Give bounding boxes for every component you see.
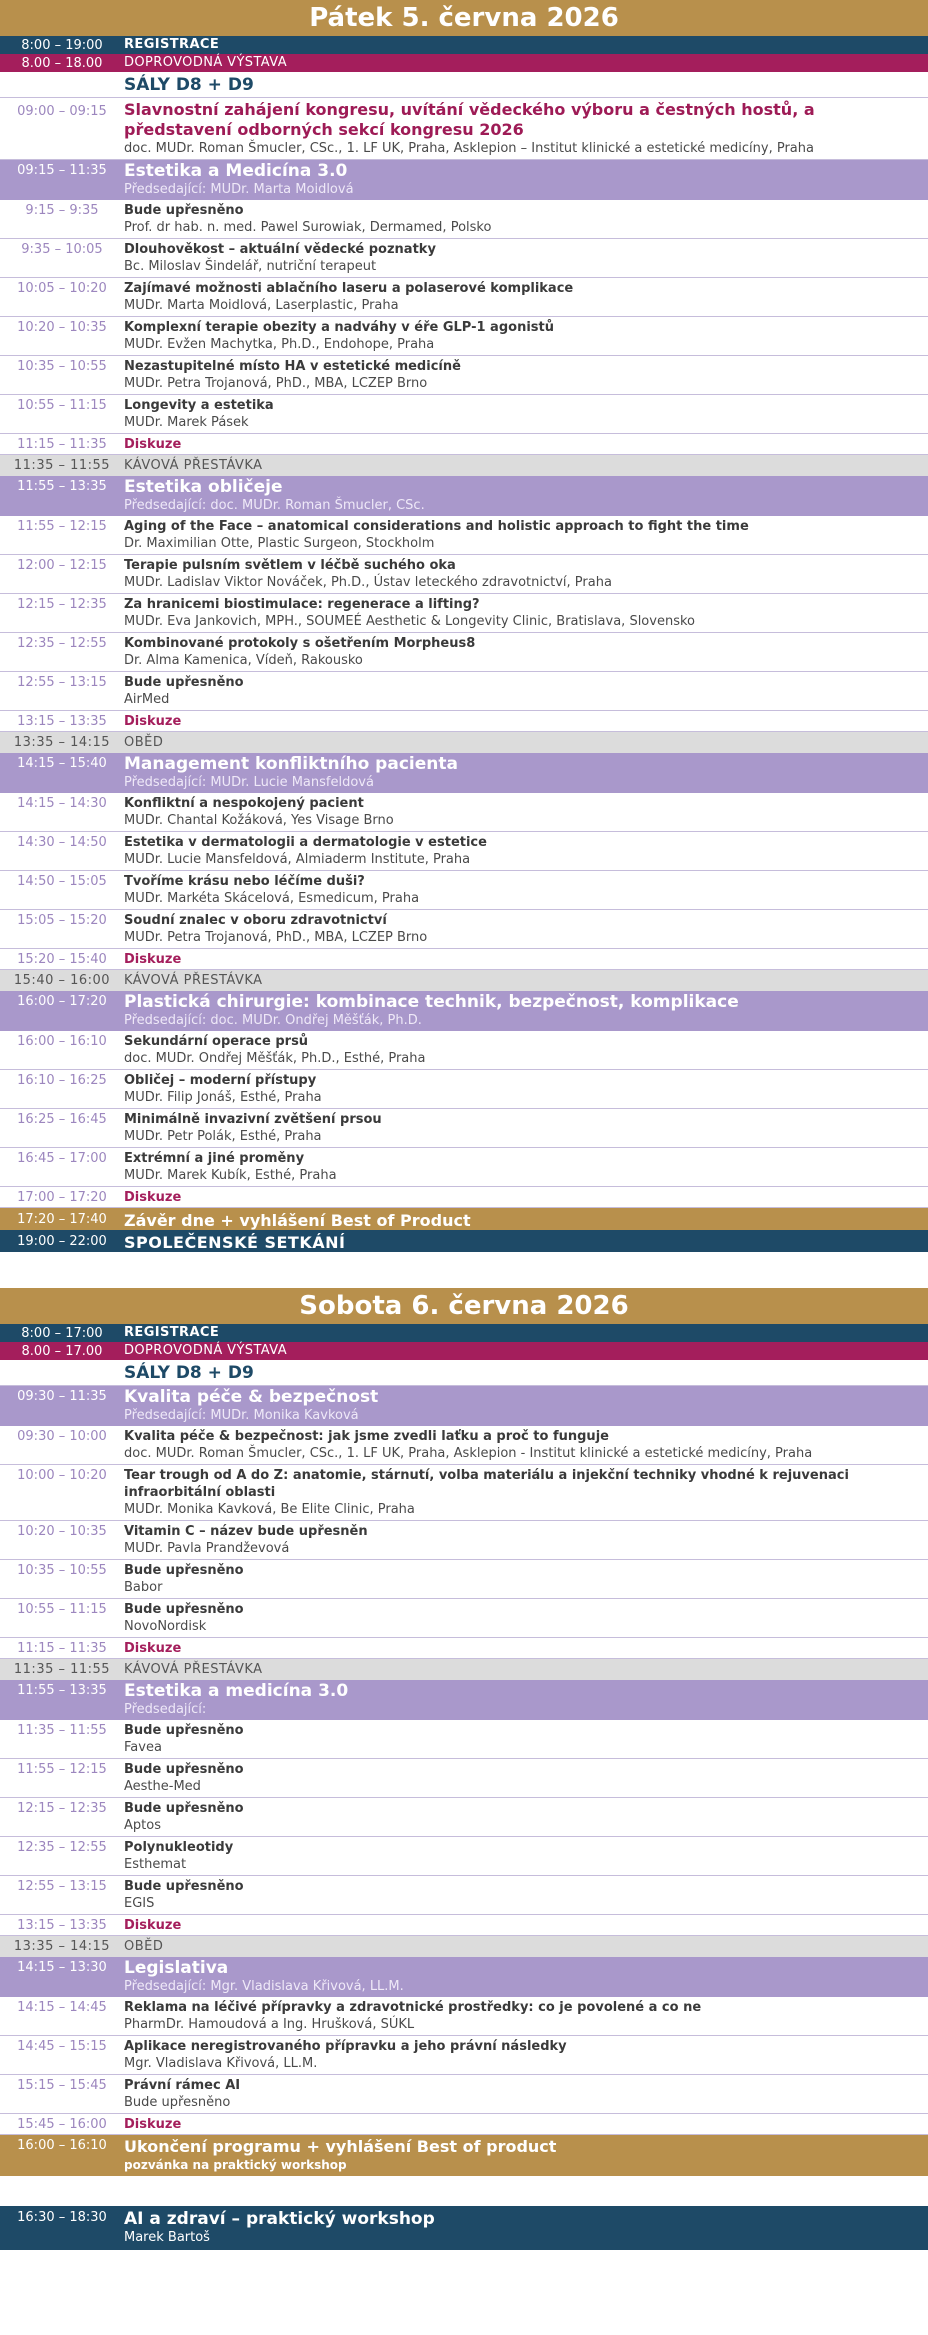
- break-row: [0, 1936, 928, 1957]
- row-content: [124, 910, 928, 946]
- row-content: OBĚD: [124, 1939, 164, 1954]
- talk-row: [0, 1148, 928, 1187]
- talk-row: [0, 200, 928, 239]
- time-label: 11:55 – 12:15: [17, 519, 107, 534]
- time-label: 16:45 – 17:00: [17, 1151, 107, 1166]
- speaker-info: MUDr. Marek Pásek: [124, 415, 249, 430]
- social-event-row: [0, 1230, 928, 1252]
- section-title: Management konfliktního pacienta: [124, 754, 458, 774]
- time-label: 10:55 – 11:15: [17, 1602, 107, 1617]
- speaker-info: Bude upřesněno: [124, 2095, 231, 2110]
- row-content: REGISTRACE: [124, 1325, 220, 1340]
- talk-row: [0, 672, 928, 711]
- speaker-info: Dr. Maximilian Otte, Plastic Surgeon, Stockholm: [124, 536, 435, 551]
- row-content: DOPROVODNÁ VÝSTAVA: [124, 55, 288, 70]
- time-label: 11:55 – 13:35: [17, 479, 107, 494]
- row-content: Diskuze: [124, 2116, 182, 2132]
- talk-title: Konfliktní a nespokojený pacient: [124, 796, 364, 811]
- row-content: [124, 672, 928, 708]
- time-label: 10:00 – 10:20: [17, 1468, 107, 1483]
- talk-title: Bude upřesněno: [124, 675, 244, 690]
- row-content: [124, 1837, 928, 1873]
- break-row: [0, 455, 928, 476]
- section-title: Estetika obličeje: [124, 477, 283, 497]
- row-content: OBĚD: [124, 735, 164, 750]
- talk-row: [0, 278, 928, 317]
- talk-row: [0, 1759, 928, 1798]
- row-content: Diskuze: [124, 1640, 182, 1656]
- time-label: 09:15 – 11:35: [17, 163, 107, 178]
- talk-title: Bude upřesněno: [124, 1801, 244, 1816]
- time-label: 13:35 – 14:15: [13, 1939, 111, 1954]
- speaker-info: Aesthe-Med: [124, 1779, 201, 1794]
- time-label: 13:35 – 14:15: [13, 735, 111, 750]
- talk-title: Tear trough od A do Z: anatomie, stárnutí, volba materiálu a injekční techniky vhodné k rejuvenaci infraorbitální oblasti: [124, 1468, 849, 1500]
- time-label: 14:15 – 13:30: [17, 1960, 107, 1975]
- speaker-info: MUDr. Chantal Kožáková, Yes Visage Brno: [124, 813, 394, 828]
- row-content: SÁLY D8 + D9: [124, 1362, 254, 1383]
- talk-title: Estetika v dermatologii a dermatologie v estetice: [124, 835, 487, 850]
- time-label: 19:00 – 22:00: [17, 1233, 107, 1249]
- talk-row: [0, 832, 928, 871]
- speaker-info: Mgr. Vladislava Křivová, LL.M.: [124, 2056, 318, 2071]
- talk-row: [0, 871, 928, 910]
- talk-row: [0, 1876, 928, 1915]
- row-content: [124, 1720, 928, 1756]
- speaker-info: MUDr. Ladislav Viktor Nováček, Ph.D., Ústav leteckého zdravotnictví, Praha: [124, 575, 612, 590]
- talk-row: [0, 633, 928, 672]
- row-content: Diskuze: [124, 1189, 182, 1205]
- row-content: [124, 1599, 928, 1635]
- row-content: DOPROVODNÁ VÝSTAVA: [124, 1343, 288, 1358]
- time-label: 10:20 – 10:35: [17, 320, 107, 335]
- time-label: 8.00 – 17.00: [21, 1343, 103, 1359]
- talk-title: Longevity a estetika: [124, 398, 274, 413]
- time-label: 17:20 – 17:40: [17, 1211, 107, 1227]
- talk-row: [0, 910, 928, 949]
- row-content: Závěr dne + vyhlášení Best of Product: [124, 1210, 471, 1230]
- speaker-info: Favea: [124, 1740, 162, 1755]
- section-header-row: [0, 1680, 928, 1720]
- time-label: 15:20 – 15:40: [17, 951, 107, 967]
- row-content: [124, 278, 928, 314]
- talk-title: Vitamin C – název bude upřesněn: [124, 1524, 368, 1539]
- workshop-title: AI a zdraví – praktický workshop: [124, 2209, 435, 2229]
- row-content: Diskuze: [124, 713, 182, 729]
- talk-title: Komplexní terapie obezity a nadváhy v éře GLP-1 agonistů: [124, 320, 554, 335]
- registration-row: [0, 36, 928, 54]
- talk-title: Obličej – moderní přístupy: [124, 1073, 317, 1088]
- time-label: 11:55 – 12:15: [17, 1762, 107, 1777]
- section-header-row: [0, 1957, 928, 1997]
- registration-row: [0, 1324, 928, 1342]
- talk-title: Kvalita péče & bezpečnost: jak jsme zvedli laťku a proč to funguje: [124, 1429, 609, 1444]
- time-label: 14:30 – 14:50: [17, 835, 107, 850]
- talk-title: Aplikace neregistrovaného přípravku a jeho právní následky: [124, 2039, 567, 2054]
- row-content: KÁVOVÁ PŘESTÁVKA: [124, 458, 263, 473]
- speaker-info: PharmDr. Hamoudová a Ing. Hrušková, SÚKL: [124, 2017, 415, 2032]
- discussion-row: [0, 711, 928, 732]
- row-content: Diskuze: [124, 951, 182, 967]
- time-label: 10:55 – 11:15: [17, 398, 107, 413]
- time-label: 11:35 – 11:55: [13, 458, 111, 473]
- row-content: [124, 753, 928, 791]
- section-title: Estetika a Medicína 3.0: [124, 161, 348, 181]
- talk-title: Reklama na léčivé přípravky a zdravotnické prostředky: co je povolené a co ne: [124, 2000, 702, 2015]
- row-content: [124, 476, 928, 514]
- time-label: 12:55 – 13:15: [17, 1879, 107, 1894]
- talk-title: Právní rámec AI: [124, 2078, 241, 2093]
- break-row: [0, 1659, 928, 1680]
- row-content: [124, 1759, 928, 1795]
- workshop-speaker: Marek Bartoš: [124, 2230, 210, 2245]
- section-chair: Předsedající: MUDr. Lucie Mansfeldová: [124, 775, 374, 790]
- talk-row: [0, 793, 928, 832]
- talk-row: [0, 555, 928, 594]
- time-label: 16:10 – 16:25: [17, 1073, 107, 1088]
- time-label: 15:40 – 16:00: [13, 973, 111, 988]
- section-chair: Předsedající: doc. MUDr. Ondřej Měšťák, Ph.D.: [124, 1013, 422, 1028]
- speaker-info: MUDr. Markéta Skácelová, Esmedicum, Praha: [124, 891, 420, 906]
- row-content: [124, 1109, 928, 1145]
- row-content: [124, 239, 928, 275]
- speaker-info: doc. MUDr. Roman Šmucler, CSc., 1. LF UK, Praha, Asklepion - Institut klinické a estetické medicíny, Praha: [124, 1446, 813, 1461]
- section-header-row: [0, 991, 928, 1031]
- schedule-list: [0, 36, 928, 1252]
- talk-title: Bude upřesněno: [124, 1563, 244, 1578]
- section-header-row: [0, 753, 928, 793]
- row-content: [124, 1031, 928, 1067]
- time-label: 14:50 – 15:05: [17, 874, 107, 889]
- speaker-info: EGIS: [124, 1896, 155, 1911]
- discussion-row: [0, 2114, 928, 2135]
- speaker-info: Bc. Miloslav Šindelář, nutriční terapeut: [124, 259, 377, 274]
- section-header-row: [0, 476, 928, 516]
- talk-title: Bude upřesněno: [124, 1602, 244, 1617]
- talk-row: [0, 239, 928, 278]
- closing-row: [0, 1208, 928, 1230]
- talk-title: Kombinované protokoly s ošetřením Morpheus8: [124, 636, 476, 651]
- row-content: [124, 356, 928, 392]
- speaker-info: Babor: [124, 1580, 163, 1595]
- talk-row: [0, 1465, 928, 1521]
- schedule-list: [0, 1324, 928, 2250]
- section-title: Plastická chirurgie: kombinace technik, bezpečnost, komplikace: [124, 992, 739, 1012]
- talk-row: [0, 317, 928, 356]
- speaker-info: doc. MUDr. Ondřej Měšťák, Ph.D., Esthé, Praha: [124, 1051, 426, 1066]
- talk-title: Polynukleotidy: [124, 1840, 234, 1855]
- closing-title: Ukončení programu + vyhlášení Best of product: [124, 2137, 557, 2156]
- talk-title: Slavnostní zahájení kongresu, uvítání vědeckého výboru a čestných hostů, a představení odborných sekcí kongresu 2026: [124, 100, 815, 139]
- time-label: 14:15 – 14:45: [17, 2000, 107, 2015]
- discussion-row: [0, 1187, 928, 1208]
- talk-title: Zajímavé možnosti ablačního laseru a polaserové komplikace: [124, 281, 574, 296]
- time-label: 17:00 – 17:20: [17, 1189, 107, 1205]
- time-label: 12:35 – 12:55: [17, 1840, 107, 1855]
- speaker-info: MUDr. Filip Jonáš, Esthé, Praha: [124, 1090, 322, 1105]
- rooms-row: [0, 72, 928, 98]
- time-label: 11:35 – 11:55: [17, 1723, 107, 1738]
- row-content: [124, 2135, 928, 2173]
- talk-row: [0, 1560, 928, 1599]
- section-title: Legislativa: [124, 1958, 229, 1978]
- row-content: [124, 1465, 928, 1518]
- row-content: [124, 2206, 928, 2246]
- row-content: SÁLY D8 + D9: [124, 74, 254, 95]
- talk-row: [0, 1997, 928, 2036]
- row-content: [124, 594, 928, 630]
- row-content: [124, 1560, 928, 1596]
- talk-title: Tvoříme krásu nebo léčíme duši?: [124, 874, 365, 889]
- speaker-info: MUDr. Eva Jankovich, MPH., SOUMEÉ Aesthetic & Longevity Clinic, Bratislava, Slovensko: [124, 614, 695, 629]
- row-content: [124, 2036, 928, 2072]
- row-content: [124, 1876, 928, 1912]
- discussion-row: [0, 434, 928, 455]
- row-content: [124, 160, 928, 198]
- talk-title: Nezastupitelné místo HA v estetické medicíně: [124, 359, 461, 374]
- speaker-info: NovoNordisk: [124, 1619, 207, 1634]
- talk-title: Bude upřesněno: [124, 203, 244, 218]
- row-content: [124, 1386, 928, 1424]
- time-label: 15:45 – 16:00: [17, 2116, 107, 2132]
- program-end-row: [0, 2135, 928, 2176]
- row-content: [124, 1521, 928, 1557]
- time-label: 11:55 – 13:35: [17, 1683, 107, 1698]
- time-label: 10:35 – 10:55: [17, 1563, 107, 1578]
- section-chair: Předsedající: Mgr. Vladislava Křivová, LL.M.: [124, 1979, 404, 1994]
- speaker-info: Esthemat: [124, 1857, 187, 1872]
- talk-row: [0, 2075, 928, 2114]
- section-title: Kvalita péče & bezpečnost: [124, 1387, 379, 1407]
- row-content: [124, 1957, 928, 1995]
- row-content: KÁVOVÁ PŘESTÁVKA: [124, 1662, 263, 1677]
- row-content: [124, 1798, 928, 1834]
- time-label: 13:15 – 13:35: [17, 713, 107, 729]
- time-label: 10:35 – 10:55: [17, 359, 107, 374]
- talk-title: Bude upřesněno: [124, 1879, 244, 1894]
- talk-row: [0, 1031, 928, 1070]
- talk-row: [0, 2036, 928, 2075]
- time-label: 16:00 – 17:20: [17, 994, 107, 1009]
- row-content: SPOLEČENSKÉ SETKÁNÍ: [124, 1232, 346, 1252]
- section-chair: Předsedající: MUDr. Marta Moidlová: [124, 182, 354, 197]
- row-content: [124, 832, 928, 868]
- section-header-row: [0, 1386, 928, 1426]
- speaker-info: Aptos: [124, 1818, 161, 1833]
- exhibition-row: [0, 1342, 928, 1360]
- time-label: 12:15 – 12:35: [17, 1801, 107, 1816]
- time-label: 16:00 – 16:10: [17, 2138, 107, 2153]
- workshop-row: [0, 2206, 928, 2250]
- speaker-info: MUDr. Pavla Prandževová: [124, 1541, 290, 1556]
- talk-row: [0, 1837, 928, 1876]
- talk-row: [0, 1070, 928, 1109]
- time-label: 9:15 – 9:35: [25, 203, 99, 218]
- time-label: 15:15 – 15:45: [17, 2078, 107, 2093]
- time-label: 14:15 – 14:30: [17, 796, 107, 811]
- row-spacer: [0, 2176, 928, 2206]
- time-label: 11:15 – 11:35: [17, 436, 107, 452]
- discussion-row: [0, 1638, 928, 1659]
- row-content: [124, 1426, 928, 1462]
- day-separator: [0, 1252, 928, 1288]
- time-label: 12:35 – 12:55: [17, 636, 107, 651]
- speaker-info: MUDr. Lucie Mansfeldová, Almiaderm Institute, Praha: [124, 852, 471, 867]
- speaker-info: MUDr. Petra Trojanová, PhD., MBA, LCZEP Brno: [124, 376, 428, 391]
- talk-title: Sekundární operace prsů: [124, 1034, 309, 1049]
- time-label: 16:25 – 16:45: [17, 1112, 107, 1127]
- talk-title: Bude upřesněno: [124, 1762, 244, 1777]
- talk-title: Terapie pulsním světlem v léčbě suchého oka: [124, 558, 456, 573]
- time-label: 10:20 – 10:35: [17, 1524, 107, 1539]
- break-row: [0, 970, 928, 991]
- time-label: 09:30 – 11:35: [17, 1389, 107, 1404]
- section-header-row: [0, 160, 928, 200]
- time-label: 12:15 – 12:35: [17, 597, 107, 612]
- talk-title: Za hranicemi biostimulace: regenerace a lifting?: [124, 597, 480, 612]
- day-saturday: [0, 1288, 928, 2250]
- time-label: 8.00 – 18.00: [21, 55, 103, 71]
- row-content: [124, 98, 928, 157]
- speaker-info: MUDr. Evžen Machytka, Ph.D., Endohope, Praha: [124, 337, 435, 352]
- opening-row: [0, 98, 928, 160]
- speaker-info: MUDr. Petra Trojanová, PhD., MBA, LCZEP Brno: [124, 930, 428, 945]
- row-content: [124, 793, 928, 829]
- rooms-row: [0, 1360, 928, 1386]
- talk-row: [0, 1426, 928, 1465]
- row-content: KÁVOVÁ PŘESTÁVKA: [124, 973, 263, 988]
- row-content: REGISTRACE: [124, 37, 220, 52]
- time-label: 14:45 – 15:15: [17, 2039, 107, 2054]
- talk-row: [0, 594, 928, 633]
- talk-row: [0, 1521, 928, 1560]
- day-header: Pátek 5. června 2026: [0, 0, 928, 36]
- talk-title: Soudní znalec v oboru zdravotnictví: [124, 913, 387, 928]
- time-label: 8:00 – 19:00: [21, 37, 103, 53]
- talk-row: [0, 1109, 928, 1148]
- row-content: [124, 2075, 928, 2111]
- closing-subtitle: pozvánka na praktický workshop: [124, 2158, 347, 2172]
- talk-title: Dlouhověkost – aktuální vědecké poznatky: [124, 242, 436, 257]
- talk-title: Extrémní a jiné proměny: [124, 1151, 305, 1166]
- speaker-info: Dr. Alma Kamenica, Vídeň, Rakousko: [124, 653, 363, 668]
- break-row: [0, 732, 928, 753]
- row-content: [124, 555, 928, 591]
- row-content: [124, 633, 928, 669]
- time-label: 9:35 – 10:05: [21, 242, 103, 257]
- discussion-row: [0, 949, 928, 970]
- row-content: [124, 200, 928, 236]
- row-content: [124, 395, 928, 431]
- time-label: 11:15 – 11:35: [17, 1640, 107, 1656]
- talk-row: [0, 356, 928, 395]
- time-label: 13:15 – 13:35: [17, 1917, 107, 1933]
- talk-title: Bude upřesněno: [124, 1723, 244, 1738]
- time-label: 16:00 – 16:10: [17, 1034, 107, 1049]
- speaker-info: MUDr. Marek Kubík, Esthé, Praha: [124, 1168, 337, 1183]
- day-header: Sobota 6. června 2026: [0, 1288, 928, 1324]
- row-content: Diskuze: [124, 436, 182, 452]
- time-label: 8:00 – 17:00: [21, 1325, 103, 1341]
- discussion-row: [0, 1915, 928, 1936]
- row-content: [124, 317, 928, 353]
- talk-row: [0, 395, 928, 434]
- time-label: 11:35 – 11:55: [13, 1662, 111, 1677]
- talk-title: Minimálně invazivní zvětšení prsou: [124, 1112, 382, 1127]
- row-content: [124, 516, 928, 552]
- speaker-info: MUDr. Monika Kavková, Be Elite Clinic, Praha: [124, 1502, 415, 1517]
- row-content: [124, 871, 928, 907]
- row-content: Diskuze: [124, 1917, 182, 1933]
- row-content: [124, 1148, 928, 1184]
- time-label: 12:00 – 12:15: [17, 558, 107, 573]
- talk-row: [0, 516, 928, 555]
- time-label: 12:55 – 13:15: [17, 675, 107, 690]
- time-label: 10:05 – 10:20: [17, 281, 107, 296]
- row-content: [124, 991, 928, 1029]
- speaker-info: AirMed: [124, 692, 170, 707]
- time-label: 09:30 – 10:00: [17, 1429, 107, 1444]
- talk-row: [0, 1798, 928, 1837]
- exhibition-row: [0, 54, 928, 72]
- speaker-info: MUDr. Marta Moidlová, Laserplastic, Praha: [124, 298, 399, 313]
- time-label: 09:00 – 09:15: [17, 104, 107, 119]
- talk-row: [0, 1599, 928, 1638]
- row-content: [124, 1070, 928, 1106]
- talk-title: Aging of the Face – anatomical considerations and holistic approach to fight the time: [124, 519, 749, 534]
- time-label: 16:30 – 18:30: [17, 2210, 107, 2225]
- section-chair: Předsedající: doc. MUDr. Roman Šmucler, CSc.: [124, 498, 425, 513]
- talk-row: [0, 1720, 928, 1759]
- row-content: [124, 1680, 928, 1718]
- section-chair: Předsedající:: [124, 1702, 207, 1717]
- time-label: 15:05 – 15:20: [17, 913, 107, 928]
- speaker-info: MUDr. Petr Polák, Esthé, Praha: [124, 1129, 322, 1144]
- speaker-info: doc. MUDr. Roman Šmucler, CSc., 1. LF UK, Praha, Asklepion – Institut klinické a estetické medicíny, Praha: [124, 141, 814, 156]
- section-title: Estetika a medicína 3.0: [124, 1681, 349, 1701]
- row-content: [124, 1997, 928, 2033]
- time-label: 14:15 – 15:40: [17, 756, 107, 771]
- speaker-info: Prof. dr hab. n. med. Pawel Surowiak, Dermamed, Polsko: [124, 220, 492, 235]
- section-chair: Předsedající: MUDr. Monika Kavková: [124, 1408, 359, 1423]
